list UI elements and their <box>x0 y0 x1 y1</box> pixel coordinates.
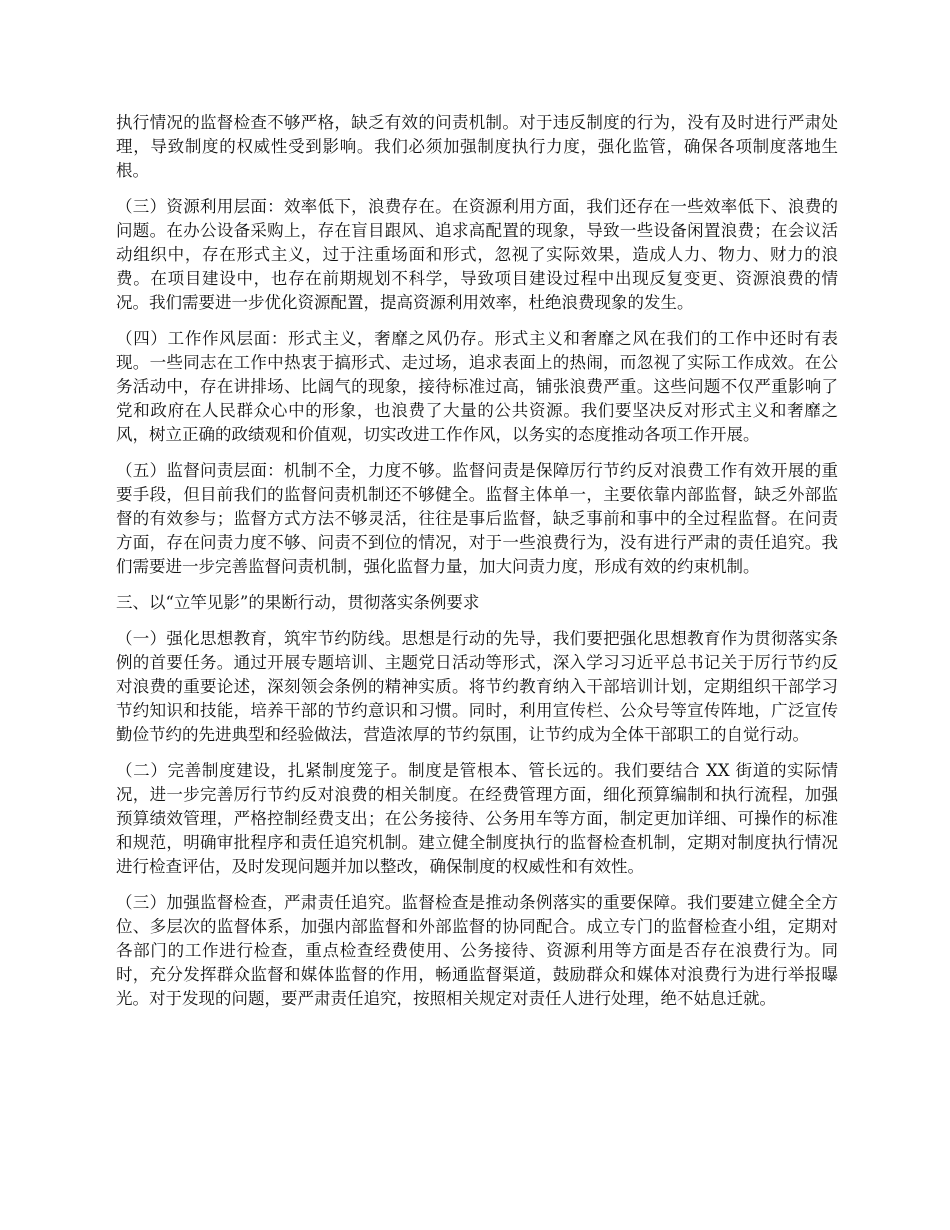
paragraph-supervision-accountability: （五）监督问责层面：机制不全，力度不够。监督问责是保障厉行节约反对浪费工作有效开展的重要手段，但目前我们的监督问责机制还不够健全。监督主体单一，主要依靠内部监督，缺乏外部监督的有效参与；监督方式方法不够灵活，往往是事后监督，缺乏事前和事中的全过程监督。在问责方面，存在问责力度不够、问责不到位的情况，对于一些浪费行为，没有进行严肃的责任追究。我们需要进一步完善监督问责机制，强化监督力量，加大问责力度，形成有效的约束机制。 <box>116 461 838 576</box>
paragraph-resource-utilization: （三）资源利用层面：效率低下，浪费存在。在资源利用方面，我们还存在一些效率低下、浪费的问题。在办公设备采购上，存在盲目跟风、追求高配置的现象，导致一些设备闲置浪费；在会议活动组织中，存在形式主义，过于注重场面和形式，忽视了实际效果，造成人力、物力、财力的浪费。在项目建设中，也存在前期规划不科学，导致项目建设过程中出现反复变更、资源浪费的情况。我们需要进一步优化资源配置，提高资源利用效率，杜绝浪费现象的发生。 <box>116 197 838 312</box>
document-body <box>116 111 838 1023</box>
section-heading: 三、以“立竿见影”的果断行动，贯彻落实条例要求 <box>116 593 480 612</box>
paragraph-ideological-education: （一）强化思想教育，筑牢节约防线。思想是行动的先导，我们要把强化思想教育作为贯彻落实条例的首要任务。通过开展专题培训、主题党日活动等形式，深入学习习近平总书记关于厉行节约反对浪费的重要论述，深刻领会条例的精神实质。将节约教育纳入干部培训计划，定期组织干部学习节约知识和技能，培养干部的节约意识和习惯。同时，利用宣传栏、公众号等宣传阵地，广泛宣传勤俭节约的先进典型和经验做法，营造浓厚的节约氛围，让节约成为全体干部职工的自觉行动。 <box>116 629 838 744</box>
paragraph-enforcement-continuation: 执行情况的监督检查不够严格，缺乏有效的问责机制。对于违反制度的行为，没有及时进行严肃处理，导致制度的权威性受到影响。我们必须加强制度执行力度，强化监管，确保各项制度落地生根。 <box>116 113 838 180</box>
paragraph-system-building: （二）完善制度建设，扎紧制度笼子。制度是管根本、管长远的。我们要结合 XX 街道的实际情况，进一步完善厉行节约反对浪费的相关制度。在经费管理方面，细化预算编制和执行流程，加强预算绩效管理，严格控制经费支出；在公务接待、公务用车等方面，制定更加详细、可操作的标准和规范，明确审批程序和责任追究机制。建立健全制度执行的监督检查机制，定期对制度执行情况进行检查评估，及时发现问题并加以整改，确保制度的权威性和有效性。 <box>116 761 838 876</box>
paragraph-work-style: （四）工作作风层面：形式主义，奢靡之风仍存。形式主义和奢靡之风在我们的工作中还时有表现。一些同志在工作中热衷于搞形式、走过场，追求表面上的热闹，而忽视了实际工作成效。在公务活动中，存在讲排场、比阔气的现象，接待标准过高，铺张浪费严重。这些问题不仅严重影响了党和政府在人民群众心中的形象，也浪费了大量的公共资源。我们要坚决反对形式主义和奢靡之风，树立正确的政绩观和价值观，切实改进工作作风，以务实的态度推动各项工作开展。 <box>116 329 838 444</box>
paragraph-supervision-inspection: （三）加强监督检查，严肃责任追究。监督检查是推动条例落实的重要保障。我们要建立健全全方位、多层次的监督体系，加强内部监督和外部监督的协同配合。成立专门的监督检查小组，定期对各部门的工作进行检查，重点检查经费使用、公务接待、资源利用等方面是否存在浪费行为。同时，充分发挥群众监督和媒体监督的作用，畅通监督渠道，鼓励群众和媒体对浪费行为进行举报曝光。对于发现的问题，要严肃责任追究，按照相关规定对责任人进行处理，绝不姑息迁就。 <box>116 893 838 1008</box>
